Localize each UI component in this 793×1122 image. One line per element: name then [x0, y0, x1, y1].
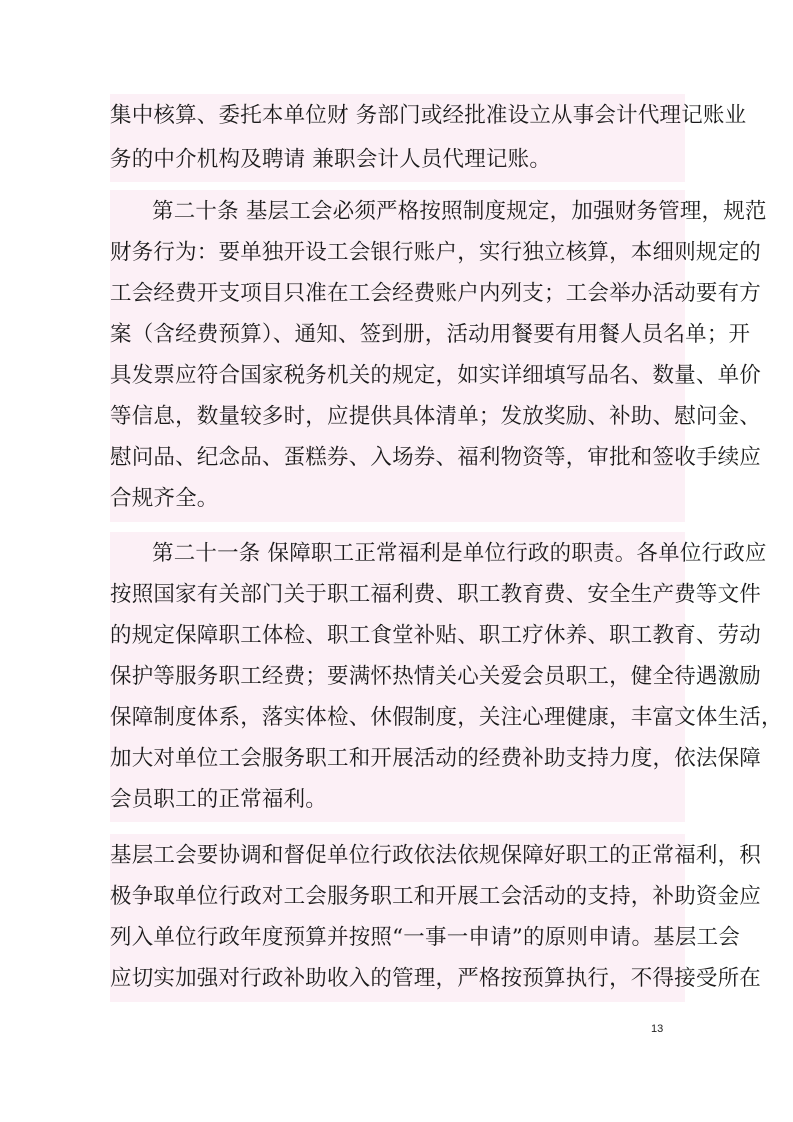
- text-line: 第二十条 基层工会必须严格按照制度规定，加强财务管理，规范: [152, 199, 767, 224]
- text-line: 会员职工的正常福利。: [110, 787, 328, 812]
- paragraph-article-20: [110, 190, 767, 522]
- text-line: 按照国家有关部门关于职工福利费、职工教育费、安全生产费等文件: [110, 582, 762, 607]
- page-number: 13: [651, 1023, 664, 1035]
- text-line: 合规齐全。: [110, 486, 219, 511]
- text-line: 务的中介机构及聘请 兼职会计人员代理记账。: [110, 147, 552, 172]
- text-line: 慰问品、纪念品、蛋糕券、入场券、福利物资等，审批和签收手续应: [110, 445, 762, 470]
- text-line: 加大对单位工会服务职工和开展活动的经费补助支持力度，依法保障: [110, 746, 762, 771]
- text-line: 集中核算、委托本单位财 务部门或经批准设立从事会计代理记账业: [110, 103, 747, 128]
- text-line: 财务行为：要单独开设工会银行账户，实行独立核算，本细则规定的: [110, 240, 762, 265]
- text-line: 工会经费开支项目只准在工会经费账户内列支；工会举办活动要有方: [110, 281, 762, 306]
- paragraph-1: [110, 94, 747, 182]
- text-line: 极争取单位行政对工会服务职工和开展工会活动的支持，补助资金应: [110, 884, 762, 909]
- text-line: 基层工会要协调和督促单位行政依法依规保障好职工的正常福利，积: [110, 843, 762, 868]
- text-line: 列入单位行政年度预算并按照“一事一申请”的原则申请。基层工会: [110, 925, 740, 950]
- text-line: 等信息，数量较多时，应提供具体清单；发放奖励、补助、慰问金、: [110, 404, 762, 429]
- text-line: 保护等服务职工经费；要满怀热情关心关爱会员职工，健全待遇激励: [110, 664, 762, 689]
- paragraph-welfare-coordination: [110, 834, 762, 1002]
- text-line: 应切实加强对行政补助收入的管理，严格按预算执行，不得接受所在: [110, 966, 762, 991]
- paragraph-article-21: [110, 532, 783, 822]
- text-line: 保障制度体系，落实体检、休假制度，关注心理健康，丰富文体生活，: [110, 705, 783, 730]
- text-line: 的规定保障职工体检、职工食堂补贴、职工疗休养、职工教育、劳动: [110, 623, 762, 648]
- text-line: 具发票应符合国家税务机关的规定，如实详细填写品名、数量、单价: [110, 363, 762, 388]
- text-line: 第二十一条 保障职工正常福利是单位行政的职责。各单位行政应: [152, 541, 767, 566]
- text-line: 案（含经费预算）、通知、签到册，活动用餐要有用餐人员名单；开: [110, 322, 751, 347]
